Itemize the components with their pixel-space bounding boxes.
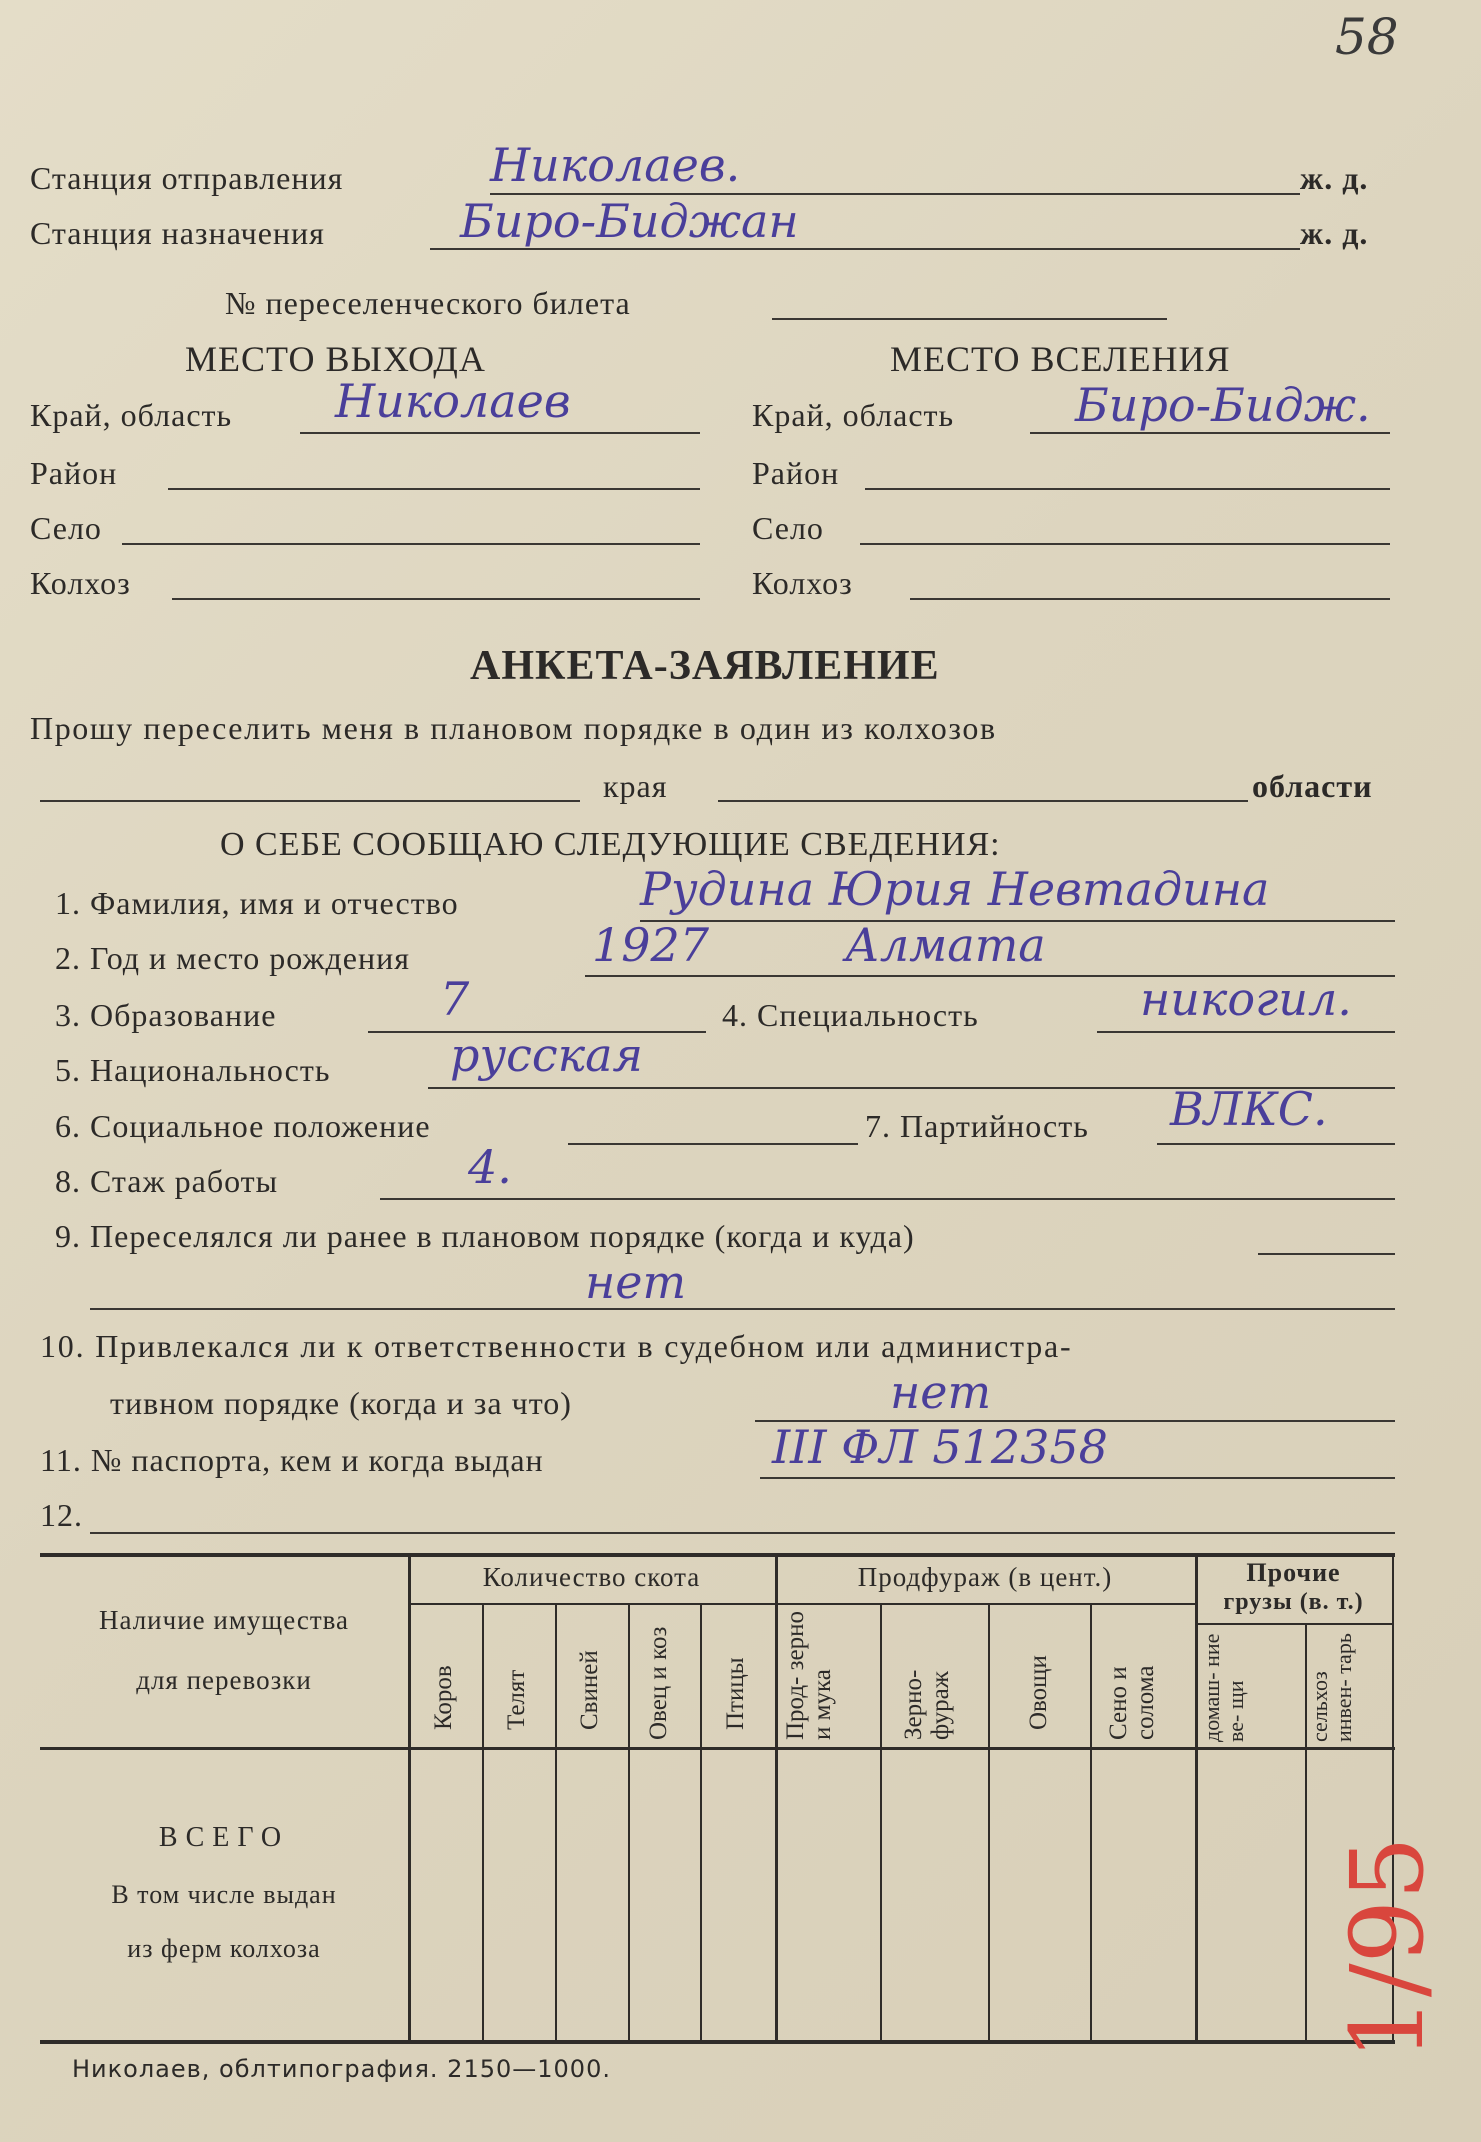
- field-11-label: 11. № паспорта, кем и когда выдан: [40, 1442, 544, 1478]
- field-4-value: никогил.: [1140, 972, 1352, 1026]
- table-total-line3: из ферм колхоза: [127, 1934, 321, 1963]
- field-7-label: 7. Партийность: [865, 1108, 1089, 1144]
- table-group-other-line1: Прочие: [1246, 1558, 1341, 1587]
- table-col-calves: Телят: [503, 1669, 530, 1730]
- table-col-household: домаш- ние ве- щи: [1199, 1633, 1248, 1742]
- rail-suffix-2: ж. д.: [1300, 215, 1369, 251]
- table-row-header-line1: Наличие имущества: [98, 1605, 350, 1635]
- field-11-value: III ФЛ 512358: [772, 1420, 1108, 1474]
- table-col-cows: Коров: [430, 1665, 457, 1730]
- field-4-label: 4. Специальность: [722, 997, 979, 1033]
- table-col-grain-fodder: Зерно- фураж: [900, 1669, 954, 1740]
- field-10-label-line2: тивном порядке (когда и за что): [110, 1385, 572, 1421]
- settlement-kolkhoz-label: Колхоз: [752, 565, 853, 601]
- footer-imprint: Николаев, облтипография. 2150—1000.: [72, 2055, 611, 2083]
- table-col-poultry: Птицы: [722, 1657, 749, 1730]
- settlement-district-label: Район: [752, 455, 840, 491]
- table-total-label: ВСЕГО: [158, 1822, 290, 1853]
- field-5-label: 5. Национальность: [55, 1052, 331, 1088]
- departure-label: Станция отправления: [30, 160, 344, 196]
- field-9-label: 9. Переселялся ли ранее в плановом порядке (когда и куда): [55, 1218, 915, 1254]
- settlement-village-label: Село: [752, 510, 824, 546]
- origin-village-label: Село: [30, 510, 102, 546]
- field-5-value: русская: [450, 1028, 644, 1082]
- table-col-sheep: Овец и коз: [645, 1626, 672, 1740]
- field-2-label: 2. Год и место рождения: [55, 940, 410, 976]
- table-group-fodder: Продфураж (в цент.): [857, 1562, 1113, 1592]
- application-title: АНКЕТА-ЗАЯВЛЕНИЕ: [470, 643, 940, 689]
- field-10-label-line1: 10. Привлекался ли к ответственности в судебном или администра-: [40, 1328, 1073, 1364]
- origin-region-label: Край, область: [30, 397, 233, 433]
- table-row-header-line2: для перевозки: [136, 1665, 312, 1695]
- table-handwritten-mark: 1/95: [1328, 1836, 1446, 2061]
- oblast-word: области: [1252, 768, 1373, 804]
- field-1-label: 1. Фамилия, имя и отчество: [55, 885, 459, 921]
- field-3-label: 3. Образование: [55, 997, 277, 1033]
- field-3-value: 7: [440, 972, 470, 1026]
- table-total-line2: В том числе выдан: [111, 1880, 337, 1909]
- origin-title: МЕСТО ВЫХОДА: [185, 339, 486, 379]
- field-6-label: 6. Социальное положение: [55, 1108, 431, 1144]
- field-8-label: 8. Стаж работы: [55, 1163, 279, 1199]
- field-10-value: нет: [890, 1365, 992, 1419]
- origin-district-label: Район: [30, 455, 118, 491]
- table-group-other-line2: грузы (в. т.): [1223, 1589, 1364, 1615]
- field-2-year: 1927: [592, 918, 710, 972]
- departure-value: Николаев.: [490, 138, 741, 192]
- info-title: О СЕБЕ СООБЩАЮ СЛЕДУЮЩИЕ СВЕДЕНИЯ:: [220, 826, 1001, 863]
- page-number: 58: [1335, 8, 1399, 66]
- ticket-label: № переселенческого билета: [225, 285, 631, 321]
- table-col-hay: Сено и солома: [1105, 1665, 1159, 1740]
- origin-region-value: Николаев: [335, 374, 571, 428]
- field-7-value: ВЛКС.: [1170, 1082, 1328, 1136]
- origin-kolkhoz-label: Колхоз: [30, 565, 131, 601]
- request-line: Прошу переселить меня в плановом порядке в один из колхозов: [30, 710, 997, 746]
- table-col-farm-tools: сельхоз инвен- тарь: [1307, 1633, 1356, 1742]
- settlement-title: МЕСТО ВСЕЛЕНИЯ: [890, 339, 1231, 379]
- field-8-value: 4.: [468, 1140, 512, 1194]
- table-col-grain-flour: Прод- зерно и мука: [782, 1611, 836, 1740]
- settlement-region-label: Край, область: [752, 397, 955, 433]
- destination-label: Станция назначения: [30, 215, 325, 251]
- krai-word: края: [603, 768, 668, 804]
- destination-value: Биро-Биджан: [460, 194, 799, 248]
- field-9-value: нет: [585, 1255, 687, 1309]
- table-col-vegetables: Овощи: [1025, 1655, 1052, 1730]
- field-2-place: Алмата: [845, 918, 1046, 972]
- field-12-label: 12.: [40, 1497, 83, 1533]
- settlement-region-value: Биро-Бидж.: [1075, 378, 1371, 432]
- table-col-pigs: Свиней: [576, 1650, 603, 1730]
- field-1-value: Рудина Юрия Невтадина: [640, 862, 1270, 916]
- rail-suffix-1: ж. д.: [1300, 160, 1369, 196]
- table-group-livestock: Количество скота: [482, 1562, 701, 1592]
